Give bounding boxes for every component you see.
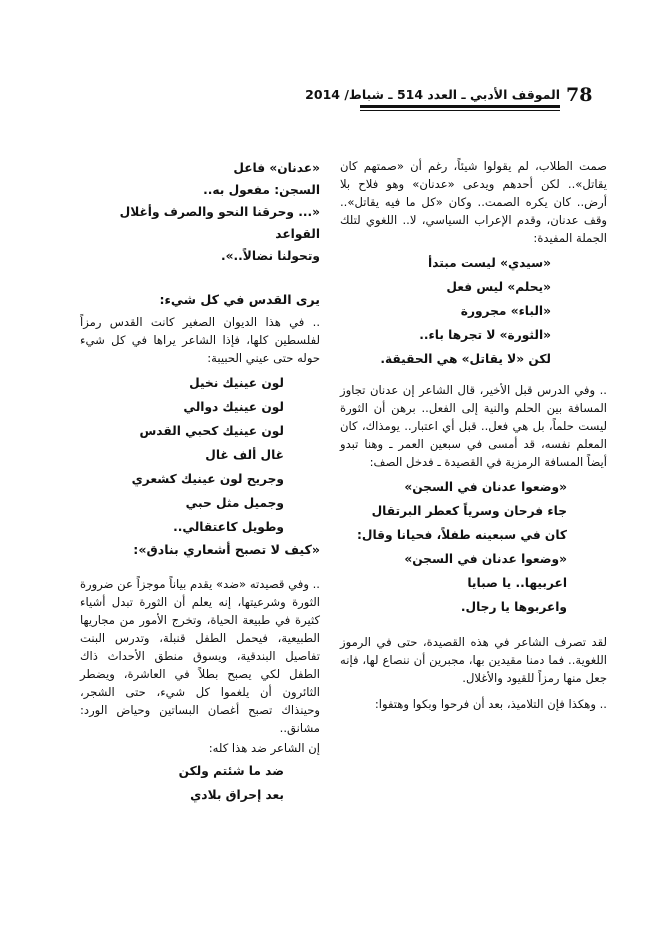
header-rule-thin — [360, 110, 560, 111]
love-line: لون عينيك نخيل — [189, 376, 284, 390]
grammar-line: وتحولنا نضالاً..». — [221, 249, 320, 263]
love-line: وطويل كاعتقالي.. — [173, 520, 284, 534]
grammar-line: لكن «لا يقاتل» هي الحقيقة. — [380, 352, 551, 366]
ending-paragraph: .. وهكذا فإن التلاميذ، بعد أن فرحوا وبكوا وهتفوا: — [374, 697, 607, 711]
love-verse-block — [80, 371, 320, 539]
grammar-line: «سيدي» ليست مبتدأ — [428, 256, 551, 270]
page-number: 78 — [566, 84, 593, 106]
quds-paragraph: .. في هذا الديوان الصغير كانت القدس رمزاً لفلسطين كلها، فإذا الشاعر يراها في كل شيء حوله حتى عيني الحبيبة: — [80, 315, 320, 365]
love-line: لون عينيك دوالي — [183, 400, 284, 414]
poem-line: اعربيها.. يا صبايا — [467, 576, 567, 590]
poem-line: جاء فرحان وسرياً كعطر البرتقال — [371, 504, 567, 518]
grammar-continuation-block — [80, 157, 320, 267]
quote-subtitle: «كيف لا تصبح أشعاري بنادق»: — [133, 542, 320, 557]
left-column — [80, 157, 320, 807]
love-line: وجميل مثل حبي — [185, 496, 284, 510]
grammar-line: «عدنان» فاعل — [233, 161, 320, 175]
poem-line: واعربوها يا رجال. — [460, 600, 567, 614]
poem-line: «وضعوا عدنان في السجن» — [404, 552, 567, 566]
section-subtitle: يرى القدس في كل شيء: — [159, 292, 320, 307]
love-line: غال ألف غال — [205, 448, 284, 462]
grammar-line: السجن: مفعول به.. — [203, 183, 320, 197]
love-line: وجريح لون عينيك كشعري — [131, 472, 284, 486]
page-header — [0, 0, 661, 110]
grammar-line: «يحلم» ليس فعل — [446, 280, 551, 294]
love-line: لون عينيك كحبي القدس — [139, 424, 284, 438]
grammar-verse-block — [340, 251, 607, 371]
header-rule — [360, 105, 560, 108]
closing-verse-block — [80, 759, 320, 807]
poem-line: كان في سبعينه طفلاً، فحيانا وقال: — [357, 528, 567, 542]
against-paragraph: إن الشاعر ضد هذا كله: — [208, 741, 320, 755]
grammar-line: «... وحرقنا النحو والصرف وأغلال القواعد — [119, 205, 320, 241]
closing-line: بعد إحراق بلادي — [190, 788, 284, 802]
rifles-paragraph: .. وفي قصيدته «ضد» يقدم بياناً موجزاً عن ضرورة الثورة وشرعيتها، إنه يعلم أن الثورة تبدل أشياء كثيرة في طبيعة الحياة، وتخرج الأمور من مجاريها الطبيعية، فيحمل الطفل قنبلة، وتدرس البنت تفاصيل البندقية، ويسوق منطق الأحداث ذاك الطفل لكي يصبح بطلاً في العاشرة، ويضطر الثائرون أن يلغموا كل شيء، حتى الشجر، وحينذاك تصبح أغصان البساتين وحياض الورد: مشانق.. — [79, 577, 320, 735]
grammar-line: «الثورة» لا تجرها باء.. — [419, 328, 551, 342]
journal-title: الموقف الأدبي ـ العدد 514 ـ شباط/ 2014 — [305, 87, 560, 102]
lesson-paragraph: .. وفي الدرس قبل الأخير، قال الشاعر إن عدنان تجاوز المسافة بين الحلم والنية إلى الفعل.. برهن أن الثورة ليست حلماً، بل هي فعل.. قبل أي اعتبار.. يومذاك، كان المعلم نفسه، قد أمسى في سبعين العمر ـ وهنا تبدو أيضاً المسافة الرمزية في القصيدة ـ فدخل الصف: — [340, 383, 607, 469]
symbols-paragraph: لقد تصرف الشاعر في هذه القصيدة، حتى في الرموز اللغوية.. فما دمنا مقيدين بها، مجبرين أن ننصاع لها، فإنه جعل منها رمزاً للقيود والأغلال. — [340, 635, 607, 685]
right-column — [340, 157, 607, 713]
intro-paragraph: صمت الطلاب، لم يقولوا شيئاً، رغم أن «صمتهم كان يقاتل».. لكن أحدهم ويدعى «عدنان» وهو فلاح بلا أرض.. كان يكره الصمت.. وكان «كل ما فيه يقاتل».. وقف عدنان، وقدم الإعراب السياسي، لا.. اللغوي لتلك الجملة المفيدة: — [340, 159, 607, 245]
poem-line: «وضعوا عدنان في السجن» — [404, 480, 567, 494]
grammar-line: «الباء» مجرورة — [460, 304, 551, 318]
poem-verse-block — [340, 475, 607, 619]
closing-line: ضد ما شئتم ولكن — [178, 764, 284, 778]
